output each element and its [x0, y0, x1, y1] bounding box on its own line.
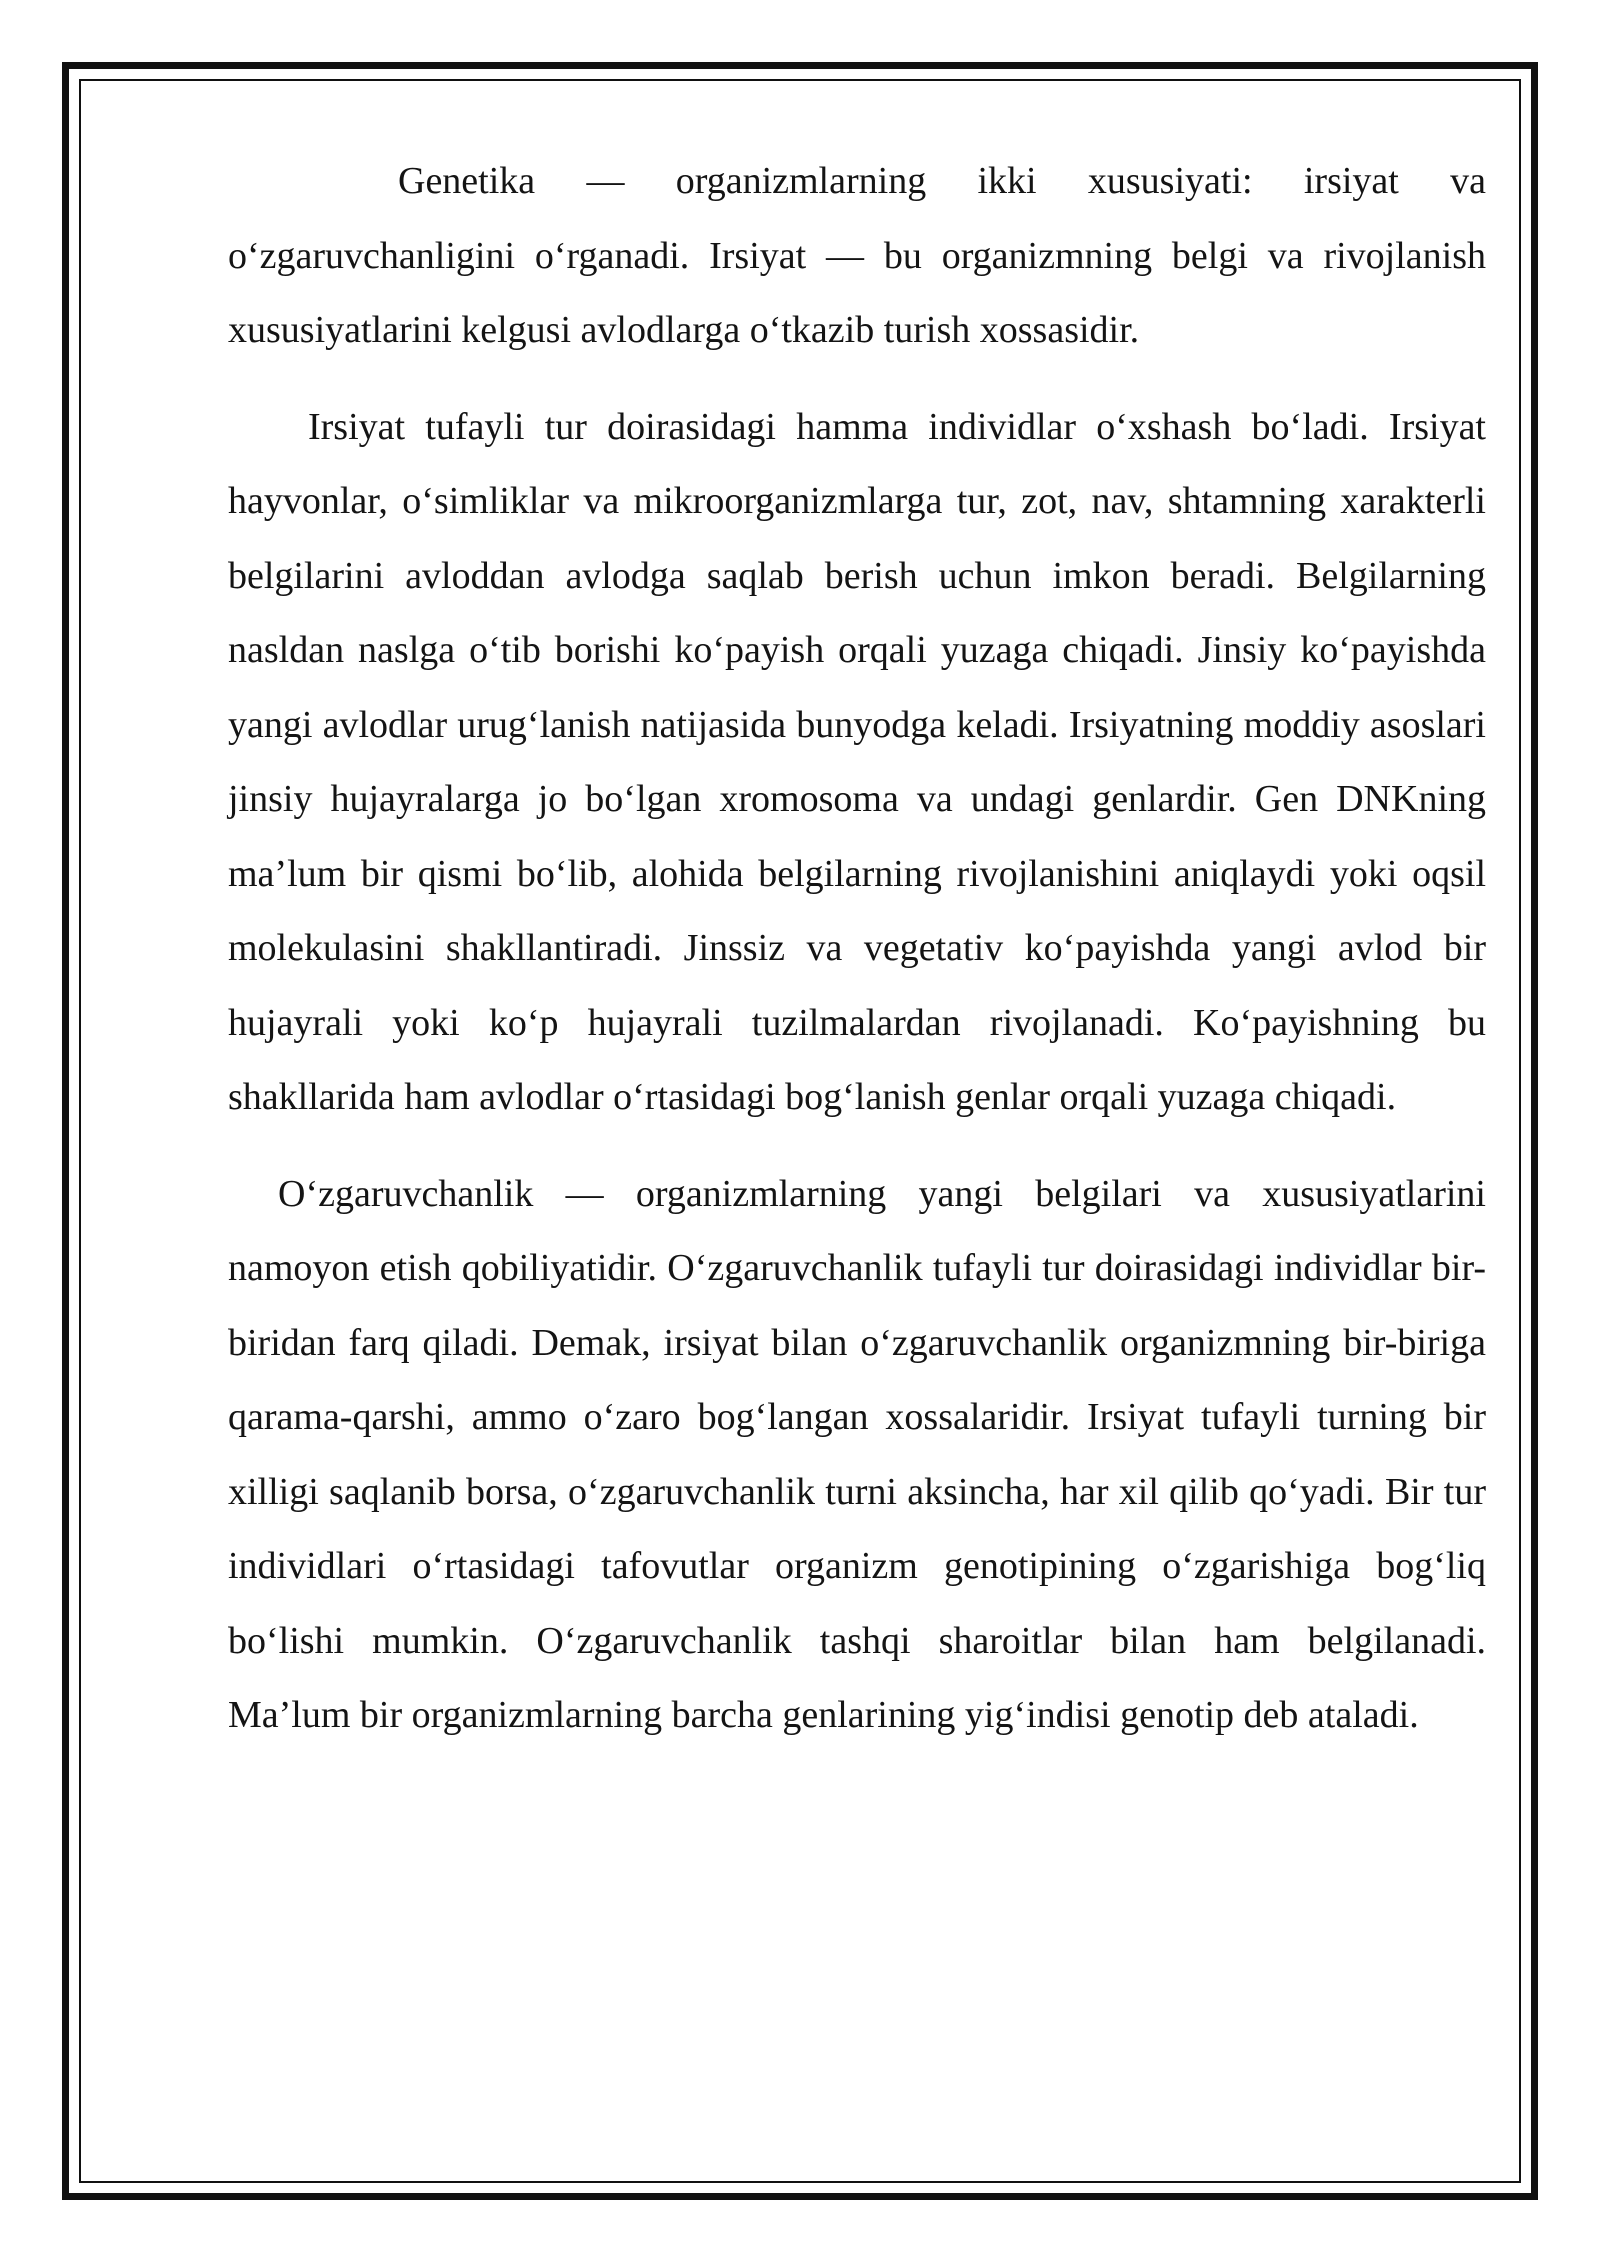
paragraph-irsiyat: Irsiyat tufayli tur doirasidagi hamma individlar o‘xshash bo‘ladi. Irsiyat hayvonlar, o‘simliklar va mikroorganizmlarga tur, zot, nav, shtamning xarakterli belgilarini avloddan avlodga saqlab berish uchun imkon beradi. Belgilarning nasldan naslga o‘tib borishi ko‘payish orqali yuzaga chiqadi. Jinsiy ko‘payishda yangi avlodlar urug‘lanish natijasida bunyodga keladi. Irsiyatning moddiy asoslari jinsiy hujayralarga jo bo‘lgan xromosoma va undagi genlardir. Gen DNKning ma’lum bir qismi bo‘lib, alohida belgilarning rivojlanishini aniqlaydi yoki oqsil molekulasini shakllantiradi. Jinssiz va vegetativ ko‘payishda yangi avlod bir hujayrali yoki ko‘p hujayrali tuzilmalardan rivojlanadi. Ko‘payishning bu shakllarida ham avlodlar o‘rtasidagi bog‘lanish genlar orqali yuzaga chiqadi.: [228, 405, 1486, 1118]
document-body: [228, 144, 1486, 1753]
paragraph-ozgaruvchanlik: O‘zgaruvchanlik — organizmlarning yangi belgilari va xususiyatlarini namoyon etish qobiliyatidir. O‘zgaruvchanlik tufayli tur doirasidagi individlar bir-biridan farq qiladi. Demak, irsiyat bilan o‘zgaruvchanlik organizmning bir-biriga qarama-qarshi, ammo o‘zaro bog‘langan xossalaridir. Irsiyat tufayli turning bir xilligi saqlanib borsa, o‘zgaruvchanlik turni aksincha, har xil qilib qo‘yadi. Bir tur individlari o‘rtasidagi tafovutlar organizm genotipining o‘zgarishiga bog‘liq bo‘lishi mumkin. O‘zgaruvchanlik tashqi sharoitlar bilan ham belgilanadi. Ma’lum bir organizmlarning barcha genlarining yig‘indisi genotip deb ataladi.: [228, 1172, 1486, 1736]
paragraph-genetika: Genetika — organizmlarning ikki xususiyati: irsiyat va o‘zgaruvchanligini o‘rganadi. Irsiyat — bu organizmning belgi va rivojlanish xususiyatlarini kelgusi avlodlarga o‘tkazib turish xossasidir.: [228, 160, 1486, 351]
